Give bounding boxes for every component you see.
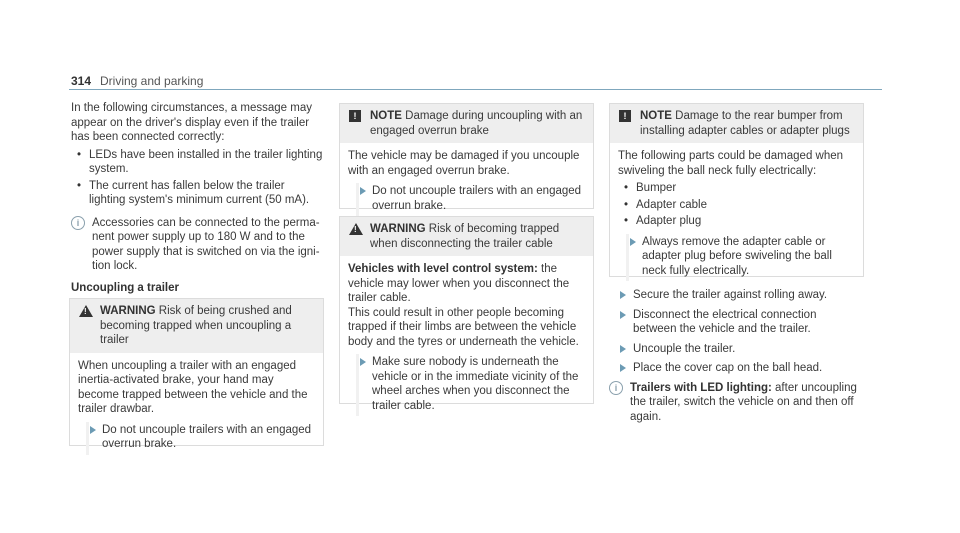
notice-action-text: Do not uncouple trailers with an engaged overrun brake. <box>372 185 582 212</box>
page-number: 314 <box>71 74 92 88</box>
step-text: Secure the trailer against rolling away. <box>633 289 828 301</box>
warning-action-text: Do not uncouple trailers with an engaged overrun brake. <box>102 423 312 450</box>
warning-lead-text: the vehicle may lower when you disconnect the trailer cable. <box>348 263 570 304</box>
action-arrow-icon <box>90 426 96 434</box>
warning-triangle-icon: ! <box>79 305 93 317</box>
list-item: • Adapter plug <box>618 214 855 229</box>
warning-header <box>340 217 593 256</box>
notice-body: The following parts could be damaged when swiveling the ball neck fully electrically: <box>618 150 844 177</box>
warning-action <box>348 355 585 413</box>
warning-header <box>70 299 323 353</box>
warning-title: Risk of being crushed and becoming trapped when uncoupling a trailer <box>100 305 292 346</box>
steps-section <box>609 288 862 424</box>
header-divider <box>69 89 882 90</box>
step-item <box>609 308 862 337</box>
column-left <box>71 101 323 295</box>
warning-title: Risk of becoming trapped when disconnecting the trailer cable <box>370 223 560 250</box>
notice-label: NOTE <box>370 110 402 122</box>
notice-title: Damage to the rear bumper from installing adapter cables or adapter plugs <box>640 110 850 137</box>
notice-action-text: Always remove the adapter cable or adapter plug before swiveling the ball neck fully electrically. <box>642 235 832 277</box>
action-arrow-icon <box>630 238 636 246</box>
action-arrow-icon <box>360 187 366 195</box>
warning-box-trapped <box>339 216 594 412</box>
intro-paragraph: In the following circumstances, a message may appear on the driver's display even if the trailer has been connected correctly: <box>71 102 312 143</box>
notice-body: The vehicle may be damaged if you uncouple with an engaged overrun brake. <box>348 150 580 177</box>
notice-exclamation-icon: ! <box>619 110 631 122</box>
info-icon: i <box>71 216 85 230</box>
step-arrow-icon <box>620 345 626 353</box>
notice-header <box>610 104 863 143</box>
warning-body: When uncoupling a trailer with an engaged inertia-activated brake, your hand may become trapped between the vehicle and the trailer drawbar. <box>78 359 308 415</box>
step-arrow-icon <box>620 311 626 319</box>
notice-label: NOTE <box>640 110 672 122</box>
warning-lead-bold: Vehicles with level control system: <box>348 263 538 275</box>
circumstance-list <box>71 148 323 208</box>
warning-action <box>78 423 315 452</box>
action-arrow-icon <box>360 358 366 366</box>
notice-action <box>348 184 585 213</box>
warning-label: WARNING <box>100 305 156 317</box>
subheading-uncoupling: Uncoupling a trailer <box>71 281 179 294</box>
step-text: Place the cover cap on the ball head. <box>633 362 823 374</box>
step-item <box>609 288 862 303</box>
info-note <box>71 216 323 274</box>
notice-header <box>340 104 593 143</box>
parts-list <box>618 181 855 229</box>
step-item <box>609 361 862 376</box>
notice-exclamation-icon: ! <box>349 110 361 122</box>
step-arrow-icon <box>620 291 626 299</box>
list-item: • Bumper <box>618 181 855 196</box>
step-text: Uncouple the trailer. <box>633 342 736 355</box>
list-item: • Adapter cable <box>618 198 855 213</box>
warning-lead <box>348 262 585 306</box>
notice-box-bumper <box>609 103 864 277</box>
info-note-rest: after uncoupling the trailer, switch the vehicle on and then off again. <box>630 381 857 423</box>
notice-title: Damage during uncoupling with an engaged overrun brake <box>370 110 583 137</box>
notice-box-overrun <box>339 103 594 212</box>
list-item: • The current has fallen below the trailer lighting system's minimum current (50 mA). <box>71 179 323 208</box>
step-arrow-icon <box>620 364 626 372</box>
info-icon: i <box>609 381 623 395</box>
list-item: • LEDs have been installed in the trailer lighting system. <box>71 148 323 177</box>
warning-action-text: Make sure nobody is underneath the vehicle or in the immediate vicinity of the wheel arches when you disconnect the trailer cable. <box>372 356 579 412</box>
step-item <box>609 342 862 357</box>
info-note-text: Accessories can be connected to the perma-nent power supply up to 180 W and to the power supply that is switched on via the igni-tion lock. <box>92 216 320 272</box>
warning-body-2: This could result in other people becoming trapped if their limbs are between the vehicle body and the tyres or underneath the vehicle. <box>348 306 579 348</box>
warning-triangle-icon: ! <box>349 223 363 235</box>
notice-action <box>618 235 855 279</box>
warning-label: WARNING <box>370 223 426 235</box>
info-note-bold: Trailers with LED lighting: <box>630 381 772 394</box>
section-title: Driving and parking <box>100 74 204 88</box>
info-note-text <box>630 381 862 425</box>
step-text: Disconnect the electrical connection between the vehicle and the trailer. <box>633 308 817 335</box>
info-note-led <box>609 381 862 425</box>
warning-box-crushed <box>69 298 324 450</box>
